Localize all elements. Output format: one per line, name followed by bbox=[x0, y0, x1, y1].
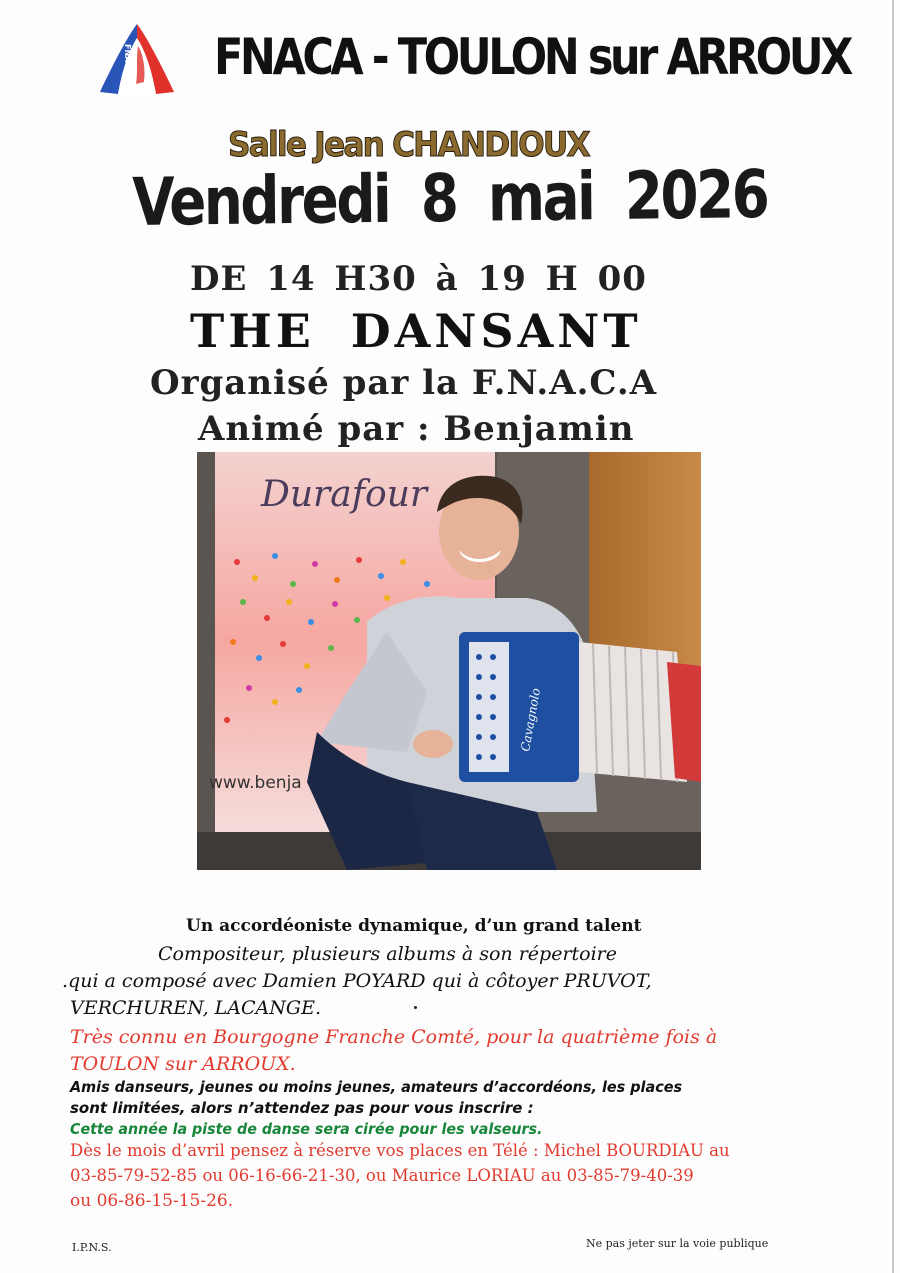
description-line-2: Compositeur, plusieurs albums à son répertoire bbox=[158, 943, 618, 965]
animated-by: Animé par : Benjamin bbox=[198, 409, 635, 449]
organised-by: Organisé par la F.N.A.C.A bbox=[150, 363, 658, 403]
description-line-7: Amis danseurs, jeunes ou moins jeunes, amateurs d’accordéons, les places bbox=[70, 1078, 683, 1096]
description-line-6: TOULON sur ARROUX. bbox=[70, 1053, 296, 1075]
stray-dot bbox=[414, 1006, 417, 1009]
venue-name: Salle Jean CHANDIOUX bbox=[228, 125, 589, 165]
footer-notice: Ne pas jeter sur la voie publique bbox=[586, 1237, 769, 1250]
fnaca-logo-icon bbox=[98, 22, 176, 102]
accordionist-photo bbox=[197, 452, 701, 870]
page-edge-shadow bbox=[892, 0, 894, 1273]
photo-illustration bbox=[197, 452, 701, 870]
reservation-line-2: 03-85-79-52-85 ou 06-16-66-21-30, ou Maurice LORIAU au 03-85-79-40-39 bbox=[70, 1166, 694, 1186]
event-hours: DE 14 H30 à 19 H 00 bbox=[190, 259, 647, 299]
description-line-9: Cette année la piste de danse sera cirée pour les valseurs. bbox=[70, 1120, 543, 1138]
reservation-line-1: Dès le mois d’avril pensez à réserve vos places en Télé : Michel BOURDIAU au bbox=[70, 1141, 730, 1161]
organisation-title: FNACA - TOULON sur ARROUX bbox=[214, 28, 850, 86]
photo-banner-text: Durafour bbox=[261, 474, 428, 515]
description-line-1: Un accordéoniste dynamique, d’un grand talent bbox=[186, 916, 642, 936]
event-name: THE DANSANT bbox=[190, 304, 642, 358]
footer-ipns: I.P.N.S. bbox=[72, 1241, 112, 1254]
reservation-line-3: ou 06-86-15-15-26. bbox=[70, 1191, 234, 1211]
description-line-4: VERCHUREN, LACANGE. bbox=[70, 997, 321, 1019]
accordion-brand-text: Cavagnolo bbox=[518, 687, 544, 753]
logo-text: FNACA bbox=[123, 44, 132, 75]
description-line-5: Très connu en Bourgogne Franche Comté, pour la quatrième fois à bbox=[70, 1026, 718, 1048]
description-line-3: .qui a composé avec Damien POYARD qui à côtoyer PRUVOT, bbox=[62, 970, 652, 992]
event-date: Vendredi 8 mai 2026 bbox=[131, 155, 768, 241]
photo-website-text: www.benja bbox=[209, 773, 302, 793]
description-line-8: sont limitées, alors n’attendez pas pour vous inscrire : bbox=[70, 1099, 534, 1117]
